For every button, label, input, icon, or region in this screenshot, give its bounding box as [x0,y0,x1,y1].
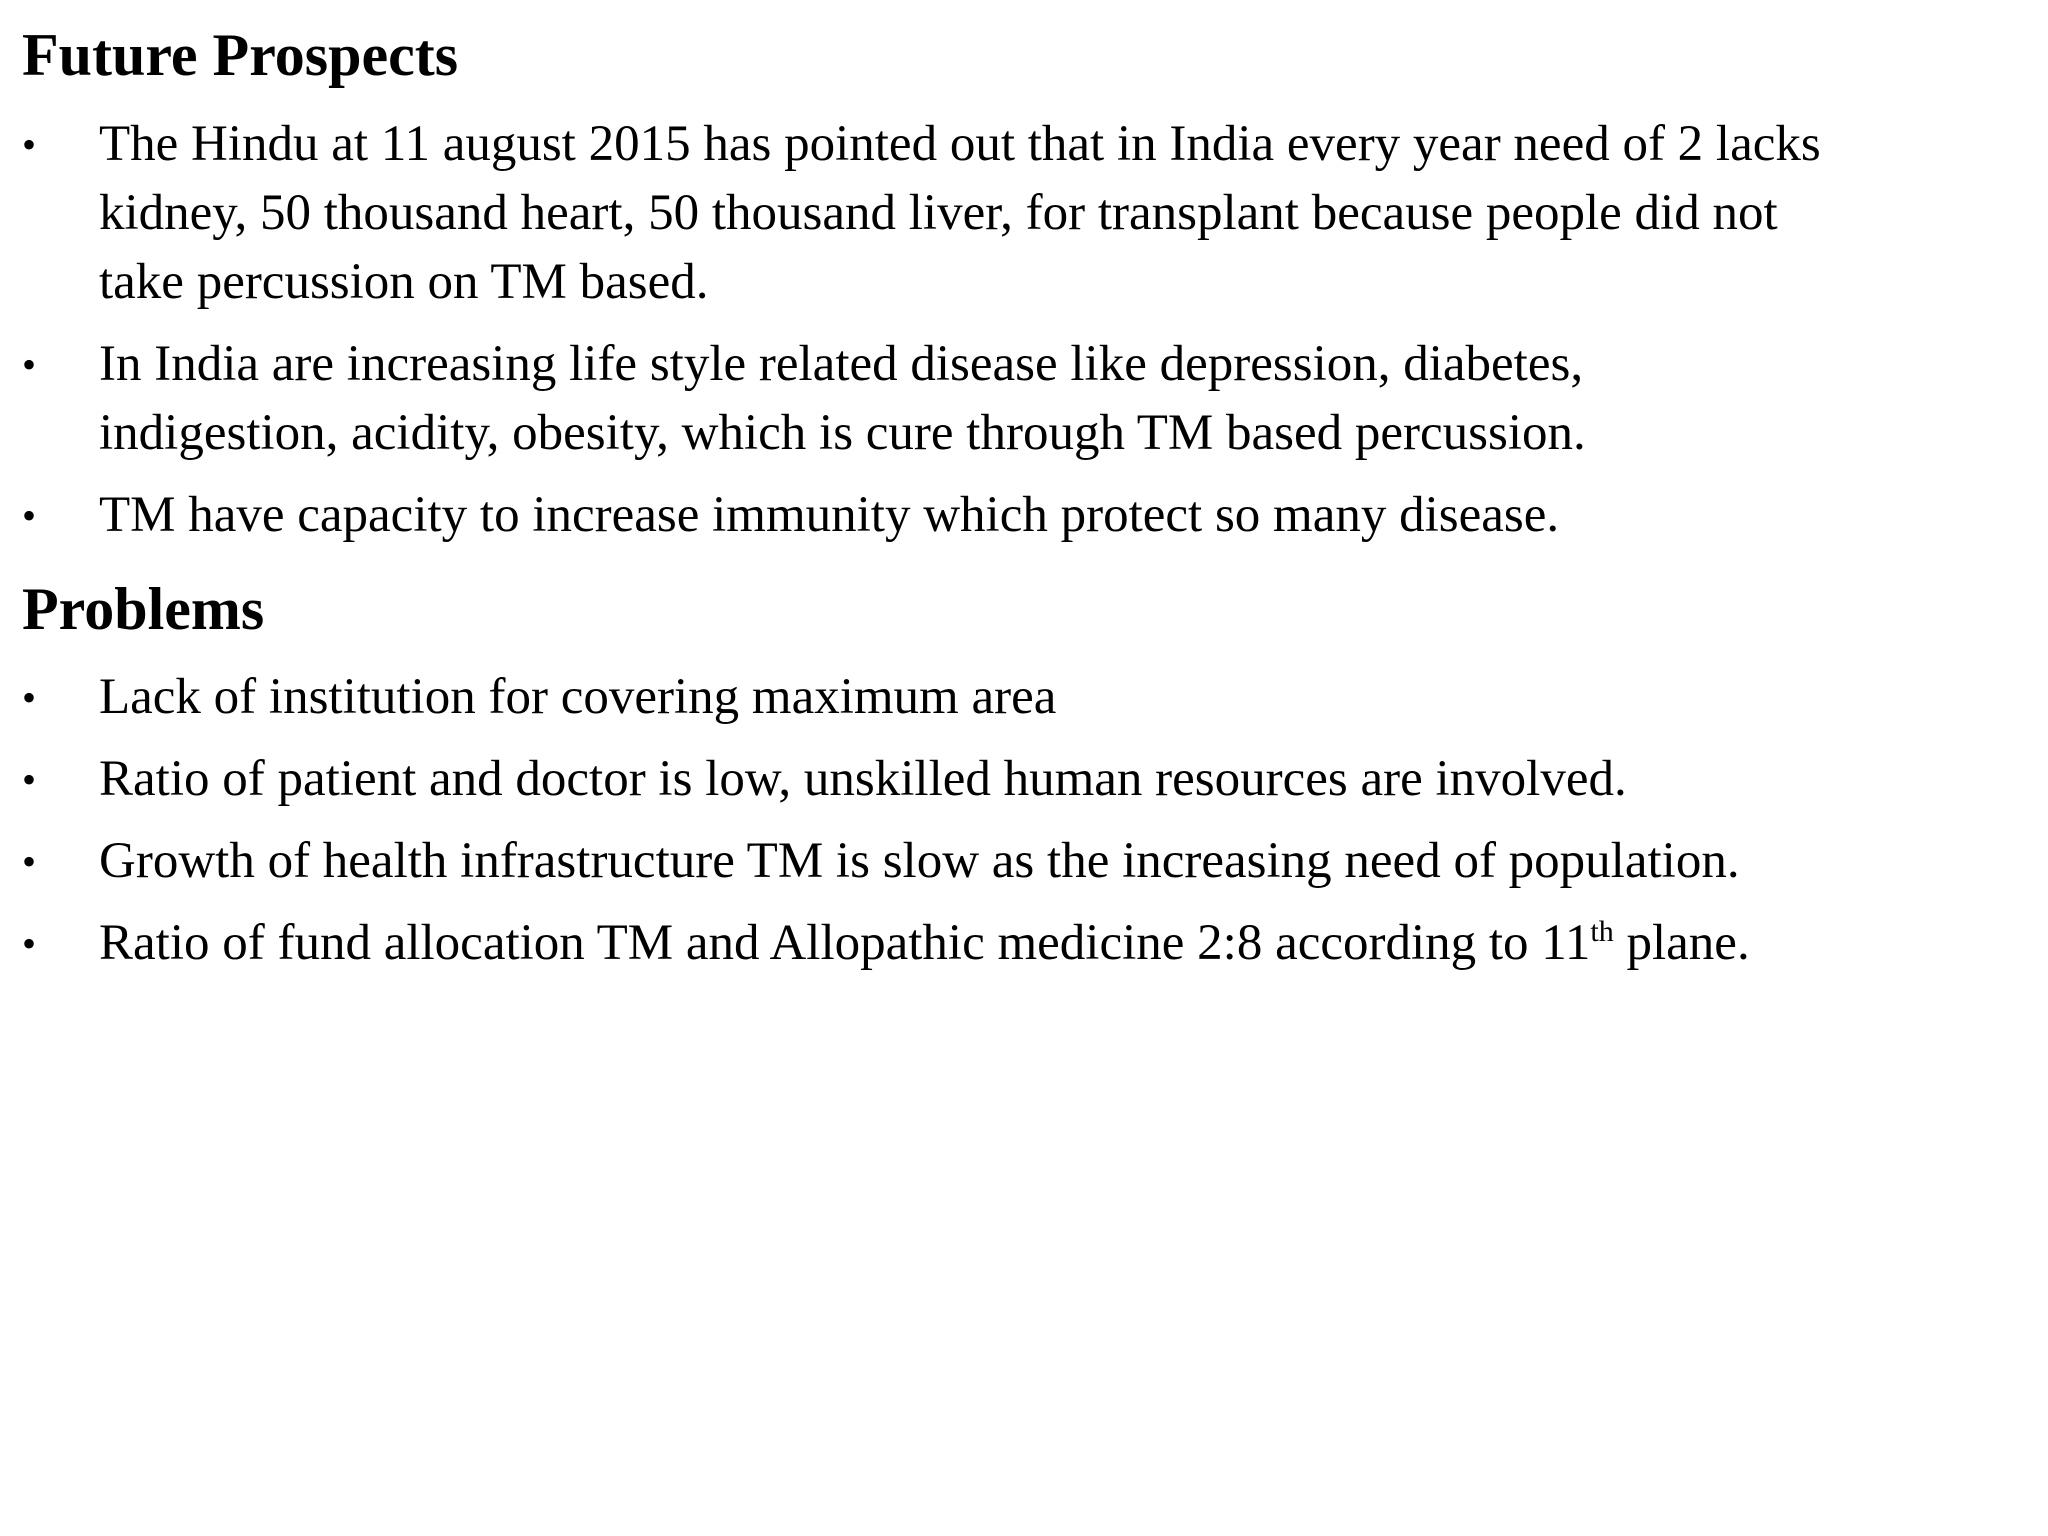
bullet-icon: • [22,493,37,538]
bullet-icon: • [22,757,37,802]
list-item [22,481,2042,550]
item-text-line: Growth of health infrastructure TM is slow as the increasing need of population. [99,833,1740,889]
bullet-icon: • [22,675,37,720]
section-title-problems: Problems [22,576,265,642]
ordinal-superscript: th [1590,915,1614,948]
bullet-icon: • [22,921,37,966]
item-text-line [99,909,2042,978]
item-text-line: In India are increasing life style related disease like depression, diabetes, [99,336,1584,392]
item-text-line: TM have capacity to increase immunity which protect so many disease. [99,487,1560,543]
item-text-line: indigestion, acidity, obesity, which is cure through TM based percussion. [99,405,1586,461]
item-text-line: kidney, 50 thousand heart, 50 thousand liver, for transplant because people did not [99,185,1778,241]
item-text: Ratio of fund allocation TM and Allopathic medicine 2:8 according to 11 [99,915,1591,971]
list-item [22,745,2042,814]
item-text-line: Lack of institution for covering maximum area [99,669,1057,725]
list-item [22,663,2042,732]
list-item [22,827,2042,896]
list-item [22,909,2042,978]
section-title-future-prospects: Future Prospects [22,22,459,88]
item-text-line: take percussion on TM based. [99,254,709,310]
future-prospects-list [22,110,2042,563]
list-item [22,110,2042,317]
problems-list [22,663,2042,991]
bullet-icon: • [22,342,37,387]
item-text-line: Ratio of patient and doctor is low, unskilled human resources are involved. [99,751,1627,807]
item-text: plane. [1613,915,1750,971]
list-item [22,330,2042,468]
bullet-icon: • [22,122,37,167]
bullet-icon: • [22,839,37,884]
item-text-line: The Hindu at 11 august 2015 has pointed out that in India every year need of 2 lacks [99,116,1821,172]
